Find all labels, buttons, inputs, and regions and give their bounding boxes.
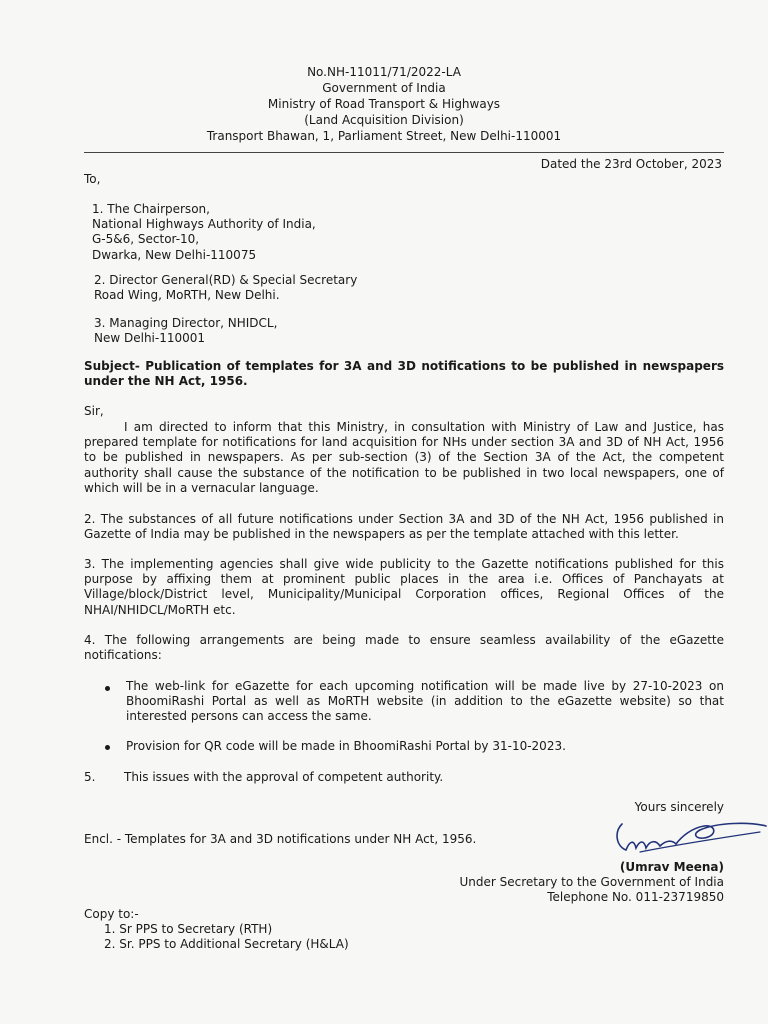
signatory-designation: Under Secretary to the Government of India: [459, 875, 724, 889]
signatory-telephone: Telephone No. 011-23719850: [547, 890, 724, 904]
recipient-3: [94, 316, 277, 346]
paragraph-5-number: 5.: [84, 770, 96, 784]
ministry-address: Transport Bhawan, 1, Parliament Street, New Delhi-110001: [206, 129, 562, 143]
bullet-item-2: Provision for QR code will be made in BhoomiRashi Portal by 31-10-2023.: [126, 739, 566, 753]
letter-date: Dated the 23rd October, 2023: [540, 157, 722, 171]
recipient-line: New Delhi-110001: [94, 331, 206, 346]
recipient-line: 3. Managing Director, NHIDCL,: [94, 316, 278, 330]
handwritten-signature: [600, 810, 768, 866]
signatory-name: (Umrav Meena): [619, 860, 724, 874]
header-divider: [84, 152, 724, 153]
recipient-line: National Highways Authority of India,: [92, 217, 316, 232]
salutation: Sir,: [84, 404, 104, 418]
recipient-2: [94, 273, 357, 303]
copy-to-item-1: 1. Sr PPS to Secretary (RTH): [104, 922, 273, 936]
reference-number: No.NH-11011/71/2022-LA: [307, 65, 461, 79]
paragraph-3: 3. The implementing agencies shall give wide publicity to the Gazette notifications published for this purpose by affixing them at prominent public places in the area i.e. Offices of Panchayats at Village/block/District level, Municipality/Municipal Corporation offices, Regional Offices of the NHAI/NHIDCL/MoRTH etc.: [84, 557, 724, 617]
recipient-line: 1. The Chairperson,: [92, 202, 210, 216]
copy-to-label: Copy to:-: [84, 907, 139, 921]
bullet-icon: [105, 745, 110, 750]
to-label: To,: [84, 172, 101, 186]
division-name: (Land Acquisition Division): [304, 113, 464, 127]
bullet-item-1: The web-link for eGazette for each upcoming notification will be made live by 27-10-2023 on BhoomiRashi Portal as well as MoRTH website (in addition to the eGazette website) so that interested persons can access the same.: [126, 679, 724, 724]
paragraph-2: 2. The substances of all future notifications under Section 3A and 3D of the NH Act, 1956 published in Gazette of India may be published in the newspapers as per the template attached with this letter.: [84, 512, 724, 542]
recipient-line: Road Wing, MoRTH, New Delhi.: [94, 288, 280, 303]
letterhead: [0, 64, 768, 144]
paragraph-5: This issues with the approval of competent authority.: [124, 770, 444, 784]
ministry-name: Ministry of Road Transport & Highways: [267, 97, 501, 111]
government-name: Government of India: [322, 81, 446, 95]
closing-phrase: Yours sincerely: [634, 800, 724, 814]
recipient-1: [92, 202, 316, 263]
recipient-line: G-5&6, Sector-10,: [92, 232, 200, 247]
paragraph-4: 4. The following arrangements are being made to ensure seamless availability of the eGazette notifications:: [84, 633, 724, 663]
bullet-icon: [105, 686, 110, 691]
recipient-line: Dwarka, New Delhi-110075: [92, 247, 257, 262]
paragraph-1: I am directed to inform that this Ministry, in consultation with Ministry of Law and Justice, has prepared template for notifications for land acquisition for NHs under section 3A and 3D of NH Act, 1956 to be published in newspapers. As per sub-section (3) of the Section 3A of the Act, the competent authority shall cause the substance of the notification to be published in two local newspapers, one of which will be in a vernacular language.: [84, 420, 724, 495]
copy-to-item-2: 2. Sr. PPS to Additional Secretary (H&LA): [104, 937, 349, 951]
subject-line: Subject- Publication of templates for 3A and 3D notifications to be published in newspapers under the NH Act, 1956.: [84, 359, 724, 389]
recipient-line: 2. Director General(RD) & Special Secretary: [94, 273, 358, 287]
enclosure-note: Encl. - Templates for 3A and 3D notifications under NH Act, 1956.: [84, 832, 477, 846]
